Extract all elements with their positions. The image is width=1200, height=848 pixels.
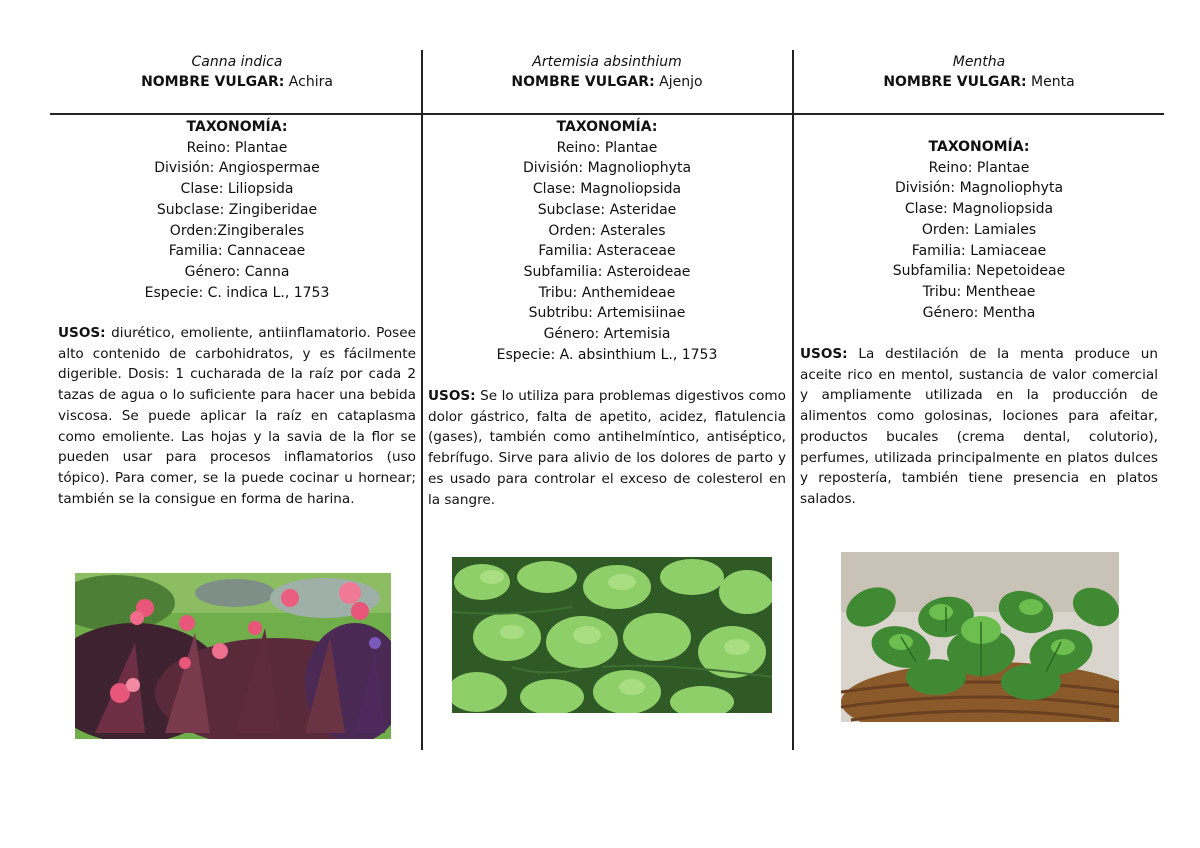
column-divider-2 [792, 50, 794, 750]
taxonomy-line: Género: Mentha [922, 304, 1036, 321]
taxonomy-line: División: Angiospermae [154, 160, 320, 177]
taxonomy-line: Reino: Plantae [556, 139, 658, 156]
vulgar-name-label: NOMBRE VULGAR: [511, 74, 655, 90]
taxonomy-line: Tribu: Anthemideae [538, 284, 676, 301]
taxonomy-line: Género: Canna [184, 263, 290, 280]
taxonomy-line: Familia: Lamiaceae [911, 242, 1047, 259]
uses-label: USOS: [58, 325, 106, 341]
taxonomy-title: TAXONOMÍA: [928, 139, 1030, 155]
taxonomy-line: Clase: Magnoliopsida [532, 181, 682, 198]
taxonomy-line: Subclase: Zingiberidae [156, 201, 318, 218]
taxonomy-line: Género: Artemisia [543, 326, 671, 343]
taxonomy-block [800, 137, 1158, 323]
uses-text: La destilación de la menta produce un aceite rico en mentol, sustancia de valor comercial y ampliamente utilizada en la producción de alimentos como golosinas, lociones para afeitar, productos bucales (crema dental, colutorio), perfumes, utilizada principalmente en platos dulces y repostería, también tiene presencia en platos salados. [800, 346, 1158, 507]
taxonomy-line: División: Magnoliophyta [894, 180, 1064, 197]
vulgar-name-value: Menta [1026, 74, 1075, 90]
uses-label: USOS: [800, 346, 848, 362]
taxonomy-title: TAXONOMÍA: [556, 119, 658, 135]
taxonomy-line: Subfamilia: Nepetoideae [892, 263, 1066, 280]
canna-flowers-photo [75, 573, 391, 739]
vulgar-name-label: NOMBRE VULGAR: [141, 74, 285, 90]
uses-text: diurético, emoliente, antiinflamatorio. Posee alto contenido de carbohidratos, y es fácilmente digerible. Dosis: 1 cucharada de la raíz por cada 2 tazas de agua o lo suficiente para hacer una bebida viscosa. Se puede aplicar la raíz en cataplasma como emoliente. Las hojas y la savia de la flor se pueden usar para procesos inflamatorios (uso tópico). Para comer, se la puede cocinar u hornear; también se la consigue en forma de harina. [58, 325, 416, 507]
vulgar-name-line [58, 72, 416, 92]
column-header [428, 52, 786, 92]
scientific-name: Artemisia absinthium [532, 54, 682, 70]
column-header [800, 52, 1158, 92]
vulgar-name-line [428, 72, 786, 92]
header-rule [50, 113, 1164, 115]
taxonomy-line: Familia: Cannaceae [168, 243, 306, 260]
scientific-name: Mentha [952, 54, 1006, 70]
scientific-name: Canna indica [191, 54, 283, 70]
taxonomy-line: Especie: C. indica L., 1753 [144, 284, 330, 301]
taxonomy-line: División: Magnoliophyta [522, 160, 692, 177]
taxonomy-title: TAXONOMÍA: [186, 119, 288, 135]
uses-paragraph [58, 323, 416, 509]
vulgar-name-value: Achira [284, 74, 333, 90]
taxonomy-line: Tribu: Mentheae [922, 283, 1036, 300]
uses-paragraph [428, 386, 786, 510]
taxonomy-line: Reino: Plantae [186, 139, 288, 156]
taxonomy-block [428, 117, 786, 365]
uses-label: USOS: [428, 388, 476, 404]
taxonomy-line: Reino: Plantae [928, 159, 1030, 176]
mint-basket-photo [841, 552, 1119, 722]
taxonomy-line: Familia: Asteraceae [538, 243, 676, 260]
taxonomy-line: Subfamilia: Asteroideae [523, 263, 691, 280]
vulgar-name-value: Ajenjo [654, 74, 703, 90]
uses-text: Se lo utiliza para problemas digestivos como dolor gástrico, falta de apetito, acidez, flatulencia (gases), también como antihelmíntico, antiséptico, febrífugo. Sirve para alivio de los dolores de parto y es usado para controlar el exceso de colesterol en la sangre. [428, 388, 786, 508]
uses-paragraph [800, 344, 1158, 510]
taxonomy-block [58, 117, 416, 303]
taxonomy-line: Orden: Asterales [548, 222, 666, 239]
taxonomy-line: Subtribu: Artemisiinae [528, 305, 686, 322]
taxonomy-line: Clase: Liliopsida [180, 181, 294, 198]
vulgar-name-line [800, 72, 1158, 92]
taxonomy-line: Orden: Lamiales [921, 221, 1037, 238]
column-divider-1 [421, 50, 423, 750]
vulgar-name-label: NOMBRE VULGAR: [883, 74, 1027, 90]
taxonomy-line: Orden:Zingiberales [169, 222, 305, 239]
wormwood-leaves-photo [452, 557, 772, 713]
column-header [58, 52, 416, 92]
taxonomy-line: Subclase: Asteridae [537, 201, 677, 218]
taxonomy-line: Especie: A. absinthium L., 1753 [496, 346, 718, 363]
taxonomy-line: Clase: Magnoliopsida [904, 201, 1054, 218]
